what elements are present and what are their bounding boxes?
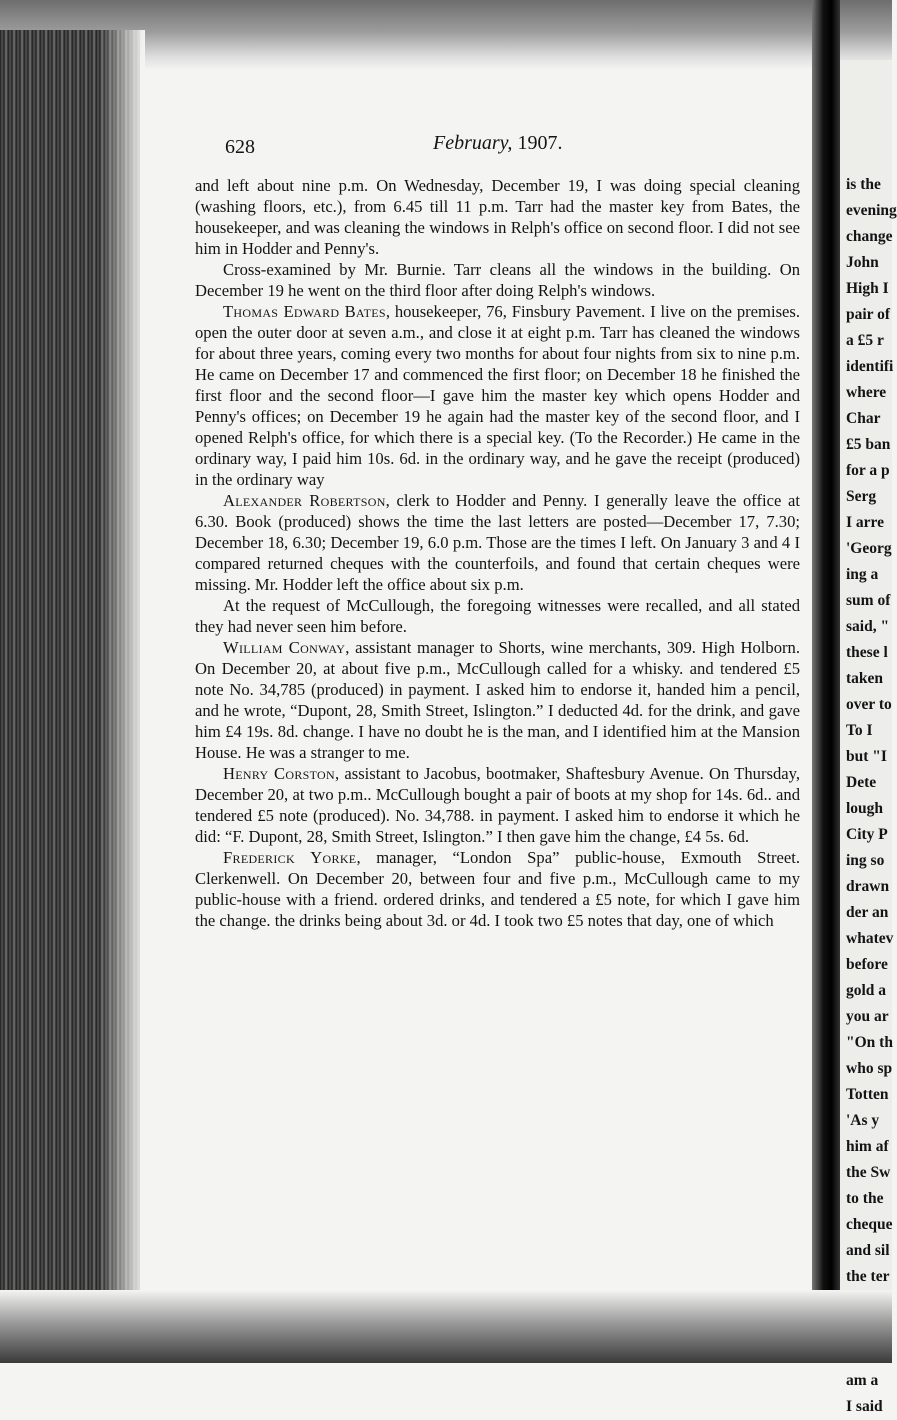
facing-page-line: I arre — [846, 514, 885, 531]
facing-page-fragment — [840, 60, 897, 1415]
witness-name: Alexander Robertson — [223, 491, 386, 510]
paragraph — [195, 259, 800, 301]
facing-page-line: and sil — [846, 1242, 890, 1259]
facing-page-line: ing a — [846, 566, 879, 583]
paragraph-text: At the request of McCullough, the foregoing witnesses were recalled, and all stated they had never seen him before. — [195, 596, 800, 636]
paragraph — [195, 595, 800, 637]
running-head-year: 1907. — [517, 132, 563, 154]
facing-page-line: the ter — [846, 1268, 890, 1285]
witness-name: Frederick Yorke — [223, 848, 357, 867]
facing-page-line: Serg — [846, 488, 877, 505]
document-page — [195, 130, 800, 930]
paragraph-text: , assistant manager to Shorts, wine merchants, 309. High Holborn. On December 20, at about five p.m., McCullough called for a whisky. and tendered £5 note No. 34,785 (produced) in payment. I asked him to endorse it, handed him a pencil, and he wrote, “Dupont, 28, Smith Street, Islington.” I deducted 4d. for the drink, and gave him £4 19s. 8d. change. I have no doubt he is the man, and I identified him at the Mansion House. He was a stranger to me. — [195, 638, 800, 762]
paragraph-text: and left about nine p.m. On Wednesday, December 19, I was doing special cleaning (washing floors, etc.), from 6.45 till 11 p.m. Tarr had the master key from Bates, the housekeeper, and was cleaning the windows in Relph's office on second floor. I did not see him in Hodder and Penny's. — [195, 176, 800, 258]
paragraph-text: Cross-examined by Mr. Burnie. Tarr cleans all the windows in the building. On December 19 he went on the third floor after doing Relph's windows. — [195, 260, 800, 300]
facing-page-line: taken — [846, 670, 884, 687]
running-head — [433, 132, 562, 155]
facing-page-line: drawn — [846, 878, 890, 895]
facing-page-line: over to — [846, 696, 892, 713]
facing-page-line: you ar — [846, 1008, 889, 1025]
facing-page-line: lough — [846, 800, 884, 817]
facing-page-line: evening — [846, 202, 897, 219]
page-header — [195, 130, 800, 172]
witness-name: Henry Corston — [223, 764, 335, 783]
facing-page-line: Totten — [846, 1086, 889, 1103]
facing-page-line: Dete — [846, 774, 877, 791]
facing-page-line: before — [846, 956, 888, 973]
facing-page-line: but "I — [846, 748, 887, 765]
paragraph — [195, 301, 800, 490]
paragraph-text: , assistant to Jacobus, bootmaker, Shaftesbury Avenue. On Thursday, December 20, at two p.m.. McCullough bought a pair of boots at my shop for 14s. 6d.. and tendered £5 note (produced). No. 34,788. in payment. I asked him to endorse it which he did: “F. Dupont, 28, Smith Street, Islington.” I then gave him the change, £4 5s. 6d. — [195, 764, 800, 846]
facing-page-line: 'As y — [846, 1112, 880, 1129]
facing-page-line: pair of — [846, 306, 891, 323]
facing-page-line: am a — [846, 1372, 879, 1389]
page-number: 628 — [225, 136, 255, 158]
paragraph — [195, 175, 800, 259]
facing-page-line: I said — [846, 1398, 883, 1415]
facing-page-line: for a p — [846, 462, 890, 479]
facing-page-line: these l — [846, 644, 888, 661]
facing-page-line: der an — [846, 904, 889, 921]
facing-page-line: 'Georg — [846, 540, 892, 557]
facing-page-line: identifi — [846, 358, 894, 375]
facing-page-line: cheque — [846, 1216, 893, 1233]
spine-fade — [100, 30, 145, 1363]
witness-name: William Conway — [223, 638, 346, 657]
facing-page-line: John — [846, 254, 879, 271]
facing-page-line: change — [846, 228, 893, 245]
page-body — [195, 175, 800, 931]
book-gutter — [812, 0, 840, 1363]
paragraph — [195, 763, 800, 847]
facing-page-line: "On th — [846, 1034, 893, 1051]
paragraph-text: , housekeeper, 76, Finsbury Pavement. I live on the premises. open the outer door at seven a.m., and close it at eight p.m. Tarr has cleaned the windows for about three years, coming every two months for about four nights from six to nine p.m. He came on December 17 and commenced the first floor; on December 18 he finished the first floor and the second floor—I gave him the master key which opens Hodder and Penny's offices; on December 19 he again had the master key of the second floor, and I opened Relph's office, for which there is a special key. (To the Recorder.) He came in the ordinary way, I paid him 10s. 6d. in the ordinary way, and he gave the receipt (produced) in the ordinary way — [195, 302, 800, 489]
facing-page-line: to the — [846, 1190, 884, 1207]
facing-page-line: High I — [846, 280, 889, 297]
facing-page-line: is the — [846, 176, 881, 193]
facing-page-line: the Sw — [846, 1164, 891, 1181]
facing-page-line: sum of — [846, 592, 891, 609]
facing-page-line: To I — [846, 722, 873, 739]
witness-name: Thomas Edward Bates — [223, 302, 386, 321]
facing-page-line: him af — [846, 1138, 889, 1155]
facing-page-line: City P — [846, 826, 888, 843]
facing-page-line: where — [846, 384, 887, 401]
facing-page-line: who sp — [846, 1060, 893, 1077]
facing-page-line: £5 ban — [846, 436, 891, 453]
paragraph — [195, 490, 800, 595]
facing-page-line: said, " — [846, 618, 890, 635]
facing-page-line: a £5 r — [846, 332, 884, 349]
running-head-month: February, — [433, 132, 513, 154]
facing-page-line: whatev — [846, 930, 894, 947]
paragraph — [195, 637, 800, 763]
facing-page-line: gold a — [846, 982, 887, 999]
paragraph-text: , manager, “London Spa” public-house, Exmouth Street. Clerkenwell. On December 20, between four and five p.m., McCullough came to my public-house with a friend. ordered drinks, and tendered a £5 note, for which I gave him the change. the drinks being about 3d. or 4d. I took two £5 notes that day, one of which — [195, 848, 800, 930]
facing-page-line: Char — [846, 410, 881, 427]
facing-page-line: ing so — [846, 852, 885, 869]
paragraph — [195, 847, 800, 931]
paragraph-text: , clerk to Hodder and Penny. I generally leave the office at 6.30. Book (produced) shows the time the last letters are posted—December 17, 7.30; December 18, 6.30; December 19, 6.0 p.m. Those are the times I left. On January 3 and 4 I compared returned cheques with the counterfoils, and found that certain cheques were missing. Mr. Hodder left the office about six p.m. — [195, 491, 800, 594]
scan-bottom-shadow — [0, 1290, 892, 1363]
